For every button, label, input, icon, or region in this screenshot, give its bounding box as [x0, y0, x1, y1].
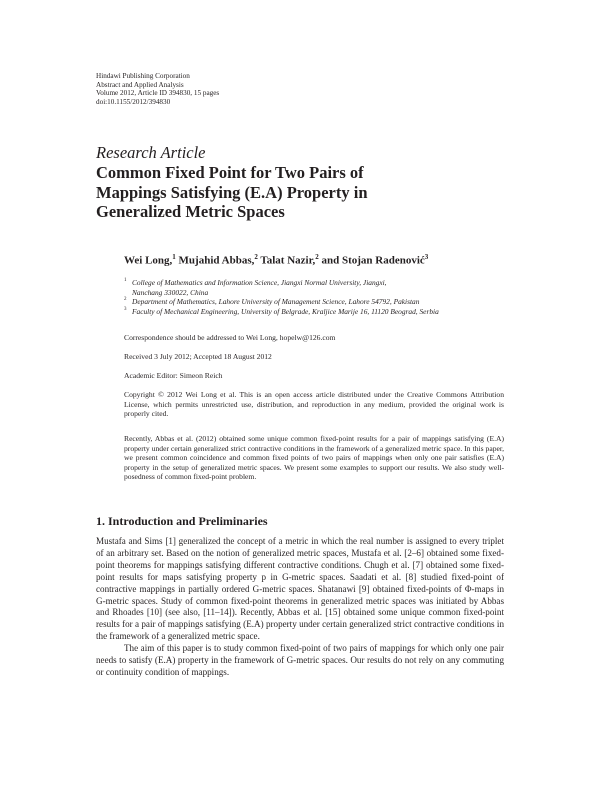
publisher-name: Hindawi Publishing Corporation: [96, 72, 190, 80]
doi: doi:10.1155/2012/394830: [96, 97, 171, 106]
affiliation: 1 College of Mathematics and Information Science, Jiangxi Normal University, Jiangxi, Nanchang 330022, China: [124, 278, 387, 297]
article-type: Research Article: [96, 143, 206, 162]
author-name: Wei Long,: [124, 254, 173, 267]
paragraph: The aim of this paper is to study common fixed-point of two pairs of mappings for which only one pair needs to satisfy (E.A) property in the framework of G-metric spaces. Our results do not rely on any commuting or continuity condition of mappings.: [96, 643, 504, 677]
author-affiliation-mark: 1: [172, 253, 176, 261]
author-name: Stojan Radenović: [341, 254, 425, 267]
author-affiliation-mark: 2: [254, 253, 258, 261]
author-affiliation-mark: 3: [424, 253, 429, 261]
journal-header: [96, 72, 219, 106]
journal-name: Abstract and Applied Analysis: [96, 80, 184, 89]
author-name: Mujahid Abbas,: [178, 254, 255, 267]
correspondence: Correspondence should be addressed to Wei Long, hopelw@126.com: [124, 333, 336, 342]
section-heading: 1. Introduction and Preliminaries: [96, 514, 268, 528]
title-line: Generalized Metric Spaces: [96, 202, 285, 221]
title-line: Mappings Satisfying (E.A) Property in: [96, 182, 368, 202]
author-list: Wei Long,$^1$ Mujahid Abbas,$^2$ Talat Nazir,$^2$ and Stojan Radenović$^3$: [124, 253, 429, 267]
paper-title: [96, 163, 496, 222]
section-body: [96, 536, 504, 679]
paragraph: Mustafa and Sims [1] generalized the concept of a metric in which the real number is assigned to every triplet of an arbitrary set. Based on the notion of generalized metric spaces, Mustafa et al. [2–6] obtained some fixed-point theorems for mappings satisfying different contractive conditions. Chugh et al. [7] obtained some fixed-point results for maps satisfying property p in G-metric spaces. Saadati et al. [8] studied fixed-point of contractive mappings in partially ordered G-metric spaces. Shatanawi [9] obtained fixed-points of Φ-maps in G-metric spaces. Study of common fixed-point theorems in generalized metric spaces was initiated by Abbas and Rhoades [10] (see also, [11–14]). Recently, Abbas et al. [15] obtained some unique common fixed-point results for a pair of mappings satisfying (E.A) property under certain generalized strict contractive conditions in the framework of a generalized metric space.: [96, 536, 504, 642]
abstract: Recently, Abbas et al. (2012) obtained some unique common fixed-point results for a pair of mappings satisfying (E.A) property under certain generalized strict contractive conditions in the framework of a generalized metric space. In this paper, we present common coincidence and common fixed points of two pairs of mappings when only one pair satisfies (E.A) property in the setup of generalized metric spaces. We present some examples to support our results. We also study well-posedness of common fixed-point problem.: [124, 434, 504, 482]
volume-info: Volume 2012, Article ID 394830, 15 pages: [96, 89, 220, 98]
copyright-notice: Copyright © 2012 Wei Long et al. This is an open access article distributed under the Creative Commons Attribution License, which permits unrestricted use, distribution, and reproduction in any medium, provided the original work is properly cited.: [124, 390, 504, 419]
affiliation: 3 Faculty of Mechanical Engineering, University of Belgrade, Kraljice Marije 16, 11120 Beograd, Serbia: [124, 306, 439, 316]
author-name: Talat Nazir,: [260, 254, 316, 267]
title-line: Common Fixed Point for Two Pairs of: [96, 163, 364, 182]
author-affiliation-mark: 2: [315, 253, 319, 261]
affiliation: 2 Department of Mathematics, Lahore University of Management Science, Lahore 54792, Pakistan: [124, 297, 420, 307]
received-accepted-dates: Received 3 July 2012; Accepted 18 August 2012: [124, 352, 272, 361]
affiliations: [124, 278, 504, 316]
academic-editor: Academic Editor: Simeon Reich: [124, 371, 223, 380]
